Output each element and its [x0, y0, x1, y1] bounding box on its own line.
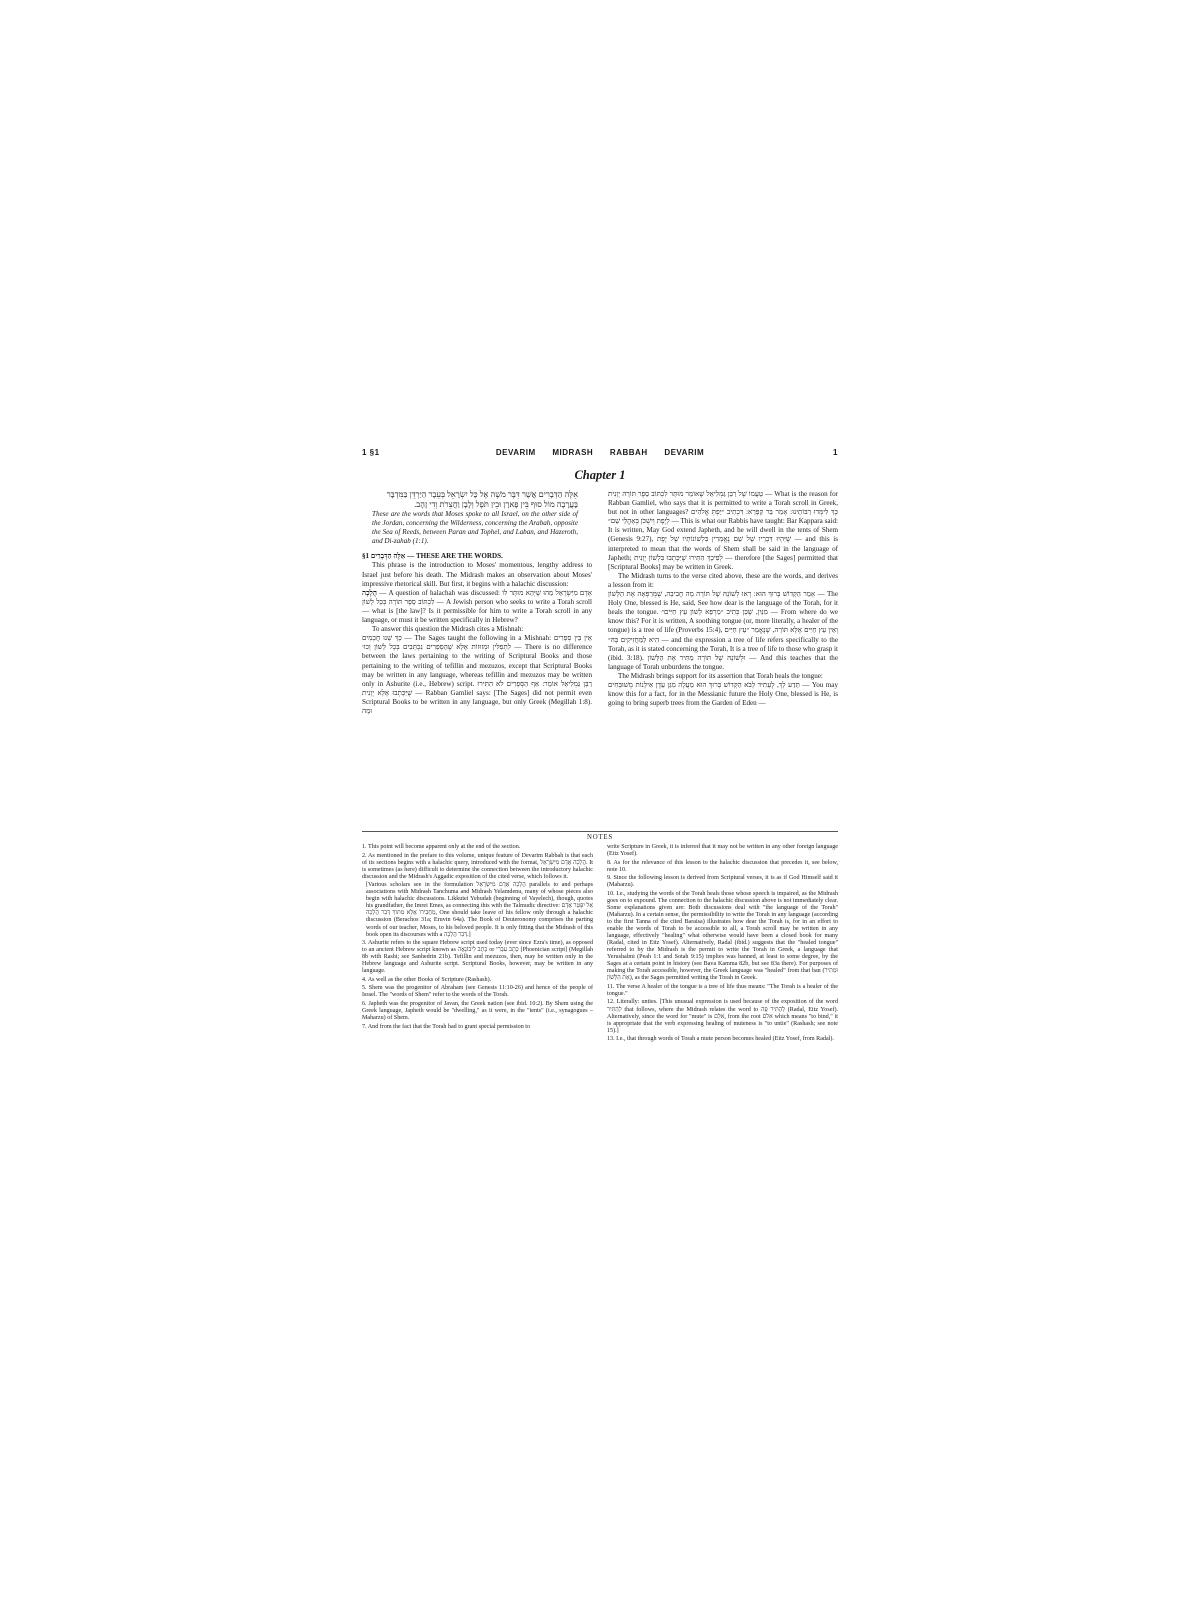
right-column	[608, 490, 838, 708]
note: 1. This point will become apparent only at the end of the section.	[362, 844, 521, 850]
paragraph	[362, 589, 592, 625]
paragraph: אָמַר הַקָּדוֹשׁ בָּרוּךְ הוּא: רְאוּ לְשׁוֹנָהּ שֶׁל תּוֹרָה מָה חֲבִיבָה, שֶׁמְּרַפְּאָה אֶת הַלָּשׁוֹן — The Holy One, blessed is He, said, See how dear is the language of the Torah, for it heals the tongue. מִנַּיִן, שֶׁכֵּן כְּתִיב ״מַרְפֵּא לָשׁוֹן עֵץ חַיִּים״ — From where do we know this? For it is written, A soothing tongue (or, more literally, a healer of the tongue) is a tree of life (Proverbs 15:4), וְאֵין עֵץ חַיִּים אֶלָּא תּוֹרָה, שֶׁנֶּאֱמַר ״עֵץ חַיִּים הִיא לַמַּחֲזִיקִים בָּהּ״ — and the expression a tree of life refers specifically to the Torah, as it is stated concerning the Torah, It is a tree of life to those who grasp it (ibid. 3:18). וּלְשׁוֹנָהּ שֶׁל תּוֹרָה מַתִּיר אֶת הַלָּשׁוֹן — And this teaches that the language of Torah unburdens the tongue.	[608, 590, 839, 671]
running-head-left: 1 §1	[362, 448, 380, 457]
verse-english: These are the words that Moses spoke to all Israel, on the other side of the Jordan, concerning the Wilderness, concerning the Arabah, opposite the Sea of Reeds, between Paran and Tophel, and Laban, and Hazeroth, and Di-zahab (1:1).	[372, 510, 578, 546]
paragraph: To answer this question the Midrash cites a Mishnah:	[372, 625, 524, 634]
note: 7. And from the fact that the Torah had to grant special permission to	[362, 1023, 531, 1030]
notes-right-column	[607, 844, 838, 1045]
notes-divider	[362, 831, 838, 832]
note: [Various scholars see in the formulation הֲלָכָה אָדָם מִיִּשְׂרָאֵל parallels to and perhaps associations with Midrash Tanchuma and Midrash Yelamdenu, many of whose pieces also begin with halachic discussions. Likkutei Yehudah (beginning of Vayelech), though, quotes his grandfather, the Imrei Emes, as connecting this with the Talmudic directive: אַל יִפָּטֵר אָדָם מֵחֲבֵירוֹ אֶלָּא מִתּוֹךְ דְּבַר הֲלָכָה, One should take leave of his fellow only through a halachic discussion (Berachos 31a; Eruvin 64a). The Book of Deuteronomy comprises the parting words of our teacher, Moses, to his beloved people. It is only fitting that the Midrash of this book open its discourses with a דְּבַר הֲלָכָה.]	[366, 882, 593, 938]
note: 6. Japheth was the progenitor of Javan, the Greek nation (see ibid. 10:2). By Shem using the Greek language, Japheth would be "dwelling," as it were, in the "tents" (i.e., synagogues – Maharzu) of Shem.	[362, 1000, 593, 1022]
note: write Scripture in Greek, it is inferred that it may not be written in any other foreign language (Eitz Yosef).	[607, 844, 838, 858]
note: 13. I.e., that through words of Torah a mute person becomes healed (Eitz Yosef, from Radal).	[607, 1036, 834, 1043]
note: 2. As mentioned in the prefare to this volume, unique feature of Devarim Rabbah is that each of its sections begins with a halachic query, introduced with the format, הֲלָכָה אָדָם מִיִּשְׂרָאֵל. It is sometimes (as here) difficult to determine the connection between the introductory halachic discussion and the Midrash's Aggadic exposition of the cited verse, which follows it.	[362, 852, 593, 880]
notes-title: NOTES	[587, 834, 613, 841]
running-head-center: DEVARIM MIDRASH RABBAH DEVARIM	[495, 448, 705, 457]
note: 11. The verse A healer of the tongue is a tree of life thus means: "The Torah is a healer of the tongue."	[607, 983, 838, 997]
section-heading: §1 אֵלֶּה הַדְּבָרִים — THESE ARE THE WORDS.	[362, 552, 503, 561]
left-column	[362, 490, 592, 716]
verse-hebrew: אֵלֶּה הַדְּבָרִים אֲשֶׁר דִּבֶּר מֹשֶׁה אֶל כָּל יִשְׂרָאֵל בְּעֵבֶר הַיַּרְדֵּן בַּמִּדְבָּר בָּעֲרָבָה מוֹל סוּף בֵּין פָּארָן וּבֵין תֹּפֶל וְלָבָן וַחֲצֵרֹת וְדִי זָהָב.	[386, 490, 578, 509]
notes-left-column	[362, 844, 593, 1032]
paragraph: This phrase is the introduction to Moses' momentous, lengthy address to Israel just before his death. The Midrash makes an observation about Moses' impressive rhetorical skill. But first, it begins with a halachic discussion:	[362, 561, 592, 588]
note: 10. I.e., studying the words of the Torah heals those whose speech is impaired, as the Midrash goes on to expound. The connection to the halachic discussion above is not immediately clear. Some explanations given are: Both discussions deal with "the language of the Torah" (Maharzu). In a certain sense, the permissibility to write the Torah in any language (according to the first Tanna of the cited Baraisa) illustrates how dear the Torah is, for in an effort to enable the words of Torah to be accessible to all, a Torah scroll may be written in any language, effectively "healing" what otherwise would have been a closed book for many (Radal, cited in Eitz Yosef). Alternatively, Radal (ibid.) suggests that the "healed tongue" referred to by the Midrash is the permit to write the Torah in Greek, a language that Yerushalmi (Peah 1:1 and Sotah 9:15) implies was banned, at least to some degree, by the Sages at a certain point in history (see Bava Kamma 82b, but see 83a there). For purposes of making the Torah accessible, however, the Greek language was "healed" from that ban (וּמַתִּיר אֶת הַלָּשׁוֹן), as the Sages permitted writing the Torah in Greek.	[607, 890, 838, 982]
paragraph: כָּךְ שָׁנוּ חֲכָמִים — The Sages taught the following in a Mishnah: אֵין בֵּין סְפָרִים לִתְפִלִּין וּמְזוּזוֹת אֶלָּא שֶׁהַסְּפָרִים נִכְתָּבִים בְּכָל לָשׁוֹן וְכוּ׳ — There is no difference between the laws pertaining to the writing of Scriptural Books and those pertaining to the writing of tefillin and mezuzos, except that Scriptural Books may be written in any language, whereas tefillin and mezuzos may be written only in Ashurite (i.e., Hebrew) script. רַבָּן גַּמְלִיאֵל אוֹמֵר: אַף הַסְּפָרִים לֹא הִתִּירוּ שֶׁיִּכָּתְבוּ אֶלָּא יְוָנִית — Rabban Gamliel says: [The Sages] did not permit even Scriptural Books to be written in any language, but only Greek (Megillah 1:8). וּמָה	[362, 634, 592, 715]
note: 5. Shem was the progenitor of Abraham (see Genesis 11:10-26) and hence of the people of Israel. The "words of Shem" refer to the words of the Torah.	[362, 985, 593, 999]
paragraph: תֵּדַע לָךְ, לֶעָתִיד לָבֹא הַקָּדוֹשׁ בָּרוּךְ הוּא מַעֲלֶה מִגַּן עֵדֶן אִילָנוֹת מְשׁוּבָּחִים — You may know this for a fact, for in the Messianic future the Holy One, blessed is He, is going to bring superb trees from the Garden of Eden —	[608, 680, 838, 708]
note: 12. Literally: unties. [This unusual expression is used because of the exposition of the word לְהַתִּיר that follows, where the Midrash relates the word to לְהַתִּיר פֶּה (Radal, Eitz Yosef). Alternatively, since the word for "mute" is אִלֵּם, from the root אלם which means "to bind," it is appropriate that the verb expressing healing of muteness is "to untie" (Rashash; see note 15).]	[607, 999, 839, 1034]
paragraph-text: — A question of halachah was discussed: אָדָם מִיִּשְׂרָאֵל מַהוּ שֶׁיְּהֵא מוּתָּר לוֹ לִכְתּוֹב סֵפֶר תּוֹרָה בְּכָל לָשׁוֹן — A Jewish person who seeks to write a Torah scroll — what is [the law]? Is it permissible for him to write a Torah scroll in any language, or must it be written specifically in Hebrew?	[362, 588, 592, 625]
note: 4. As well as the other Books of Scripture (Rashash).	[362, 976, 492, 983]
page-number: 1	[833, 448, 838, 457]
running-head	[362, 448, 838, 460]
note: 8. As for the relevance of this lesson to the halachic discussion that precedes it, see below, note 10.	[607, 859, 838, 873]
book-page	[362, 448, 838, 1148]
note: 3. Ashurite refers to the square Hebrew script used today (ever since Ezra's time), as opposed to an ancient Hebrew script known as כְּתָב לִיבּוֹנָאָה or כְּתָב עִבְרִי [Phoenician script] (Megillah 8b with Rashi; see Sanhedrin 21b). Tefillin and mezuzos, then, may be written only in the Hebrew language and Ashurite script. Scriptural Books, however, may be written in any language.	[362, 940, 594, 975]
hebrew-lemma: הֲלָכָה	[362, 588, 377, 597]
paragraph: The Midrash turns to the verse cited above, these are the words, and derives a lesson from it:	[608, 571, 838, 589]
paragraph: טַעֲמוֹ שֶׁל רַבָּן גַּמְלִיאֵל שֶׁאוֹמֵר מוּתָּר לִכְתּוֹב סֵפֶר תּוֹרָה יְוָנִית — What is the reason for Rabban Gamliel, who says that it is permitted to write a Torah scroll in Greek, but not in other languages? כָּךְ לִימְּדוּ רַבּוֹתֵינוּ: אָמַר בַּר קַפָּרָא: דִּכְתִיב ״יַפְתְּ אֱלֹהִים לְיֶפֶת וְיִשְׁכֹּן בְּאָהֳלֵי שֵׁם״ — This is what our Rabbis have taught: Bar Kappara said: It is written, May God extend Japheth, and he will dwell in the tents of Shem (Genesis 9:27), שֶׁיִּהְיוּ דִּבְרֵיו שֶׁל שֵׁם נֶאֱמָרִין בִּלְשׁוֹנוֹתָיו שֶׁל יֶפֶת — and this is interpreted to mean that the words of Shem shall be said in the language of Japheth; לְפִיכָךְ הִתִּירוּ שֶׁיִּכָּתְבוּ בִּלְשׁוֹן יְוָנִית — therefore [the Sages] permitted that [Scriptural Books] may be written in Greek.	[608, 490, 839, 571]
paragraph: The Midrash brings support for its assertion that Torah heals the tongue:	[618, 671, 823, 680]
note: 9. Since the following lesson is derived from Scriptural verses, it is as if God Himself said it (Maharzu).	[607, 875, 838, 889]
chapter-title: Chapter 1	[574, 468, 626, 482]
